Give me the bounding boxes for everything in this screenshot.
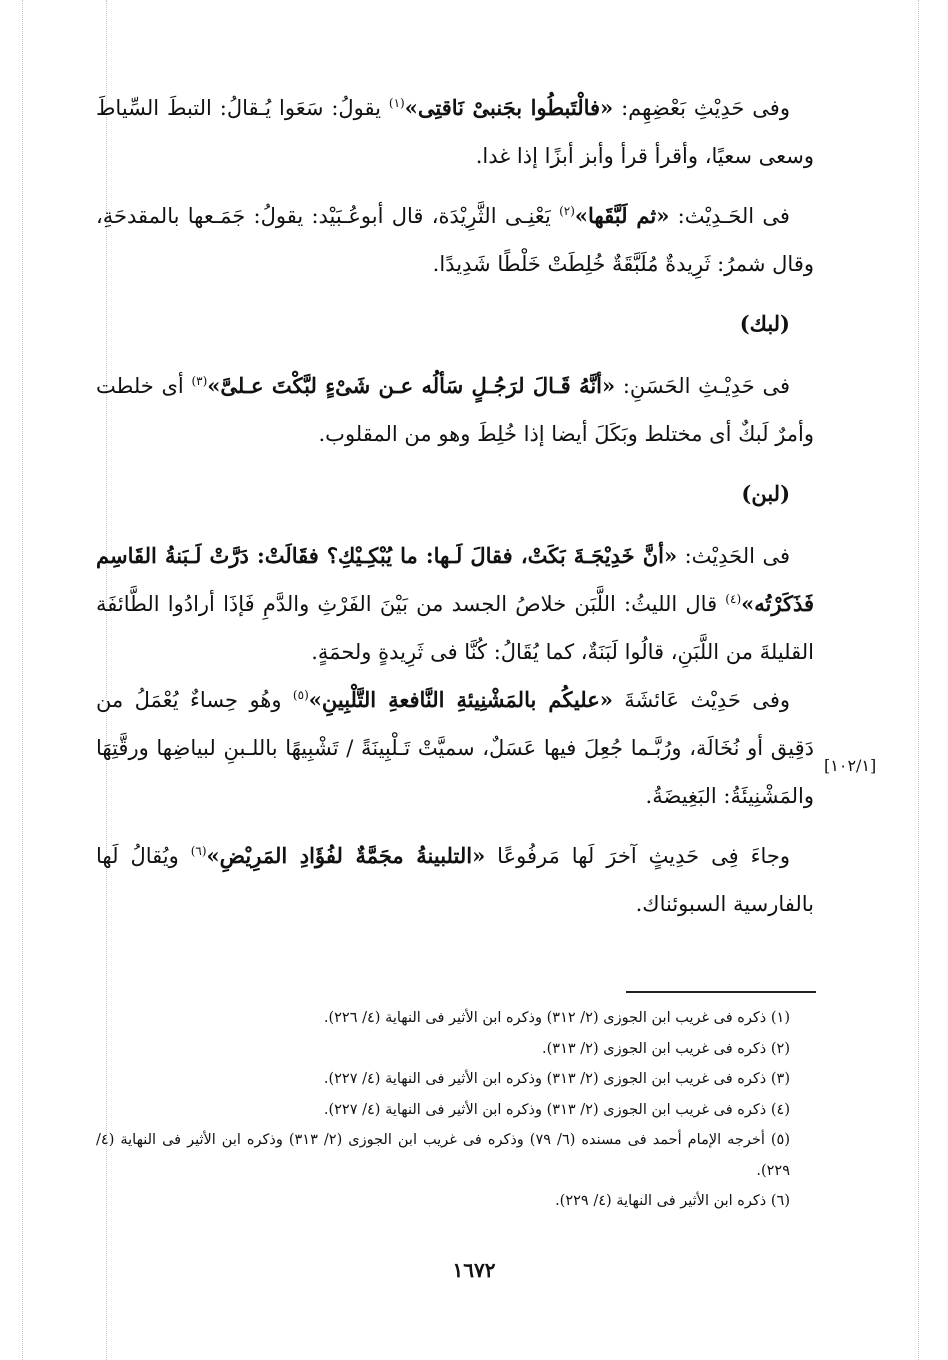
paragraph-text: يقولُ: سَعَوا يُـقالُ: التبطَ السِّياطَ وسعى سعيًا، وأقرأ قرأ وأبز أبزًا إذا غدا. [96,96,814,168]
footnotes [96,1003,814,1217]
paragraph-p2 [96,192,814,288]
footnote-3: (٣) ذكره فى غريب ابن الجوزى (٢/ ٣١٣) وذكره ابن الأثير فى النهاية (٤/ ٢٢٧). [323,1071,790,1087]
paragraph-text: فى الحَدِيْث: [677,544,790,568]
footnote-2: (٢) ذكره فى غريب ابن الجوزى (٢/ ٣١٣). [542,1040,790,1057]
footnote-marker: (٤) [725,592,742,606]
paragraph-text: أى خلطت وأمرٌ لَبكٌ أى مختلط وبَكَلَ أيضا إذا خُلِطَ وهو من المقلوب. [96,374,814,446]
paragraph-p4 [96,532,814,676]
footnote-5: (٥) أخرجه الإمام أحمد فى مسنده (٦/ ٧٩) وذكره فى غريب ابن الجوزى (٢/ ٣١٣) وذكره ابن الأثير فى النهاية (٤/ ٢٢٩). [96,1132,790,1179]
paragraph-p1 [96,84,814,180]
scan-artifact-line [22,0,23,1360]
paragraph-text: ويُقالُ لَها بالفارسية السبوئناك. [96,844,814,916]
paragraph-text: قال الليثُ: اللَّبَن خلاصُ الجسد من بَيْنَ الفَرْثِ والدَّمِ فَإذَا أرادُوا الطَّائفَة القليلةَ من اللَّبَنِ، قالُوا لَبَنَةٌ، كما يُقَالُ: كُنَّا فى ثَرِيدةٍ ولحمَةٍ. [96,592,814,664]
section-heading-lbn: (لبن) [741,481,790,506]
footnote-marker: (١) [388,96,405,110]
hadith-quote: «أنَّهُ قَـالَ لرَجُـلٍ سَألُه عـن شَىْءٍ لبَّكْتَ عـلىَّ» [207,373,616,398]
paragraph-text: وجاءَ فِى حَدِيثٍ آخرَ لَها مَرفُوعًا [485,844,790,868]
scan-artifact-line [918,0,919,1360]
page-number: ١٦٧٢ [452,1258,496,1282]
margin-page-reference: [١٠٢/١] [824,756,877,775]
paragraph-text: وفى حَدِيْث عَائشَةَ [612,688,790,712]
footnote-4: (٤) ذكره فى غريب ابن الجوزى (٢/ ٣١٣) وذكره ابن الأثير فى النهاية (٤/ ٢٢٧). [323,1101,790,1118]
hadith-quote: «التلبينةُ مجَمَّةٌ لفُؤَادِ المَرِيْضِ» [206,843,486,868]
footnote-marker: (٥) [292,688,309,702]
section-heading-lbk: (لبك) [739,311,790,336]
footnote-1: (١) ذكره فى غريب ابن الجوزى (٢/ ٣١٢) وذكره ابن الأثير فى النهاية (٤/ ٢٢٦). [323,1010,790,1026]
footnote-marker: (٣) [191,374,208,388]
paragraph-text: وهُو حِساءٌ يُعْمَلُ من دَقِيق أو نُخَالَة، ورُبَّـما جُعِلَ فيها عَسَلٌ، سميَّتْ تَـلْبِينَةً / تَشْبِيهًا باللـبنِ لبياضِها ورقَّتِهَا والمَشْنِيئَةُ: البَغِيضَةُ. [96,688,814,808]
footnote-divider [626,991,816,993]
footnote-marker: (٢) [559,204,575,218]
main-text [96,84,814,940]
footnote-6: (٦) ذكره ابن الأثير فى النهاية (٤/ ٢٢٩). [555,1193,790,1209]
paragraph-p3 [96,362,814,458]
paragraph-p5 [96,676,814,820]
paragraph-text: فى الحَـدِيْث: [669,204,790,228]
hadith-quote: «ثم لَبَّقَها» [574,203,670,228]
footnote-marker: (٦) [190,844,207,858]
hadith-quote: «فالْتَبطُوا بجَنبىْ نَاقتِى» [404,95,614,120]
hadith-quote: «أنَّ خَدِيْجَـةَ بَكَتْ، فقالَ لَـها: ما يُبْكِـيْكِ؟ فقَالَتْ: دَرَّتْ لَـبَنةُ القَاسِم فَذَكَرْتُه» [96,543,814,616]
paragraph-text: وفى حَدِيْثِ بَعْضِهِم: [613,96,790,120]
paragraph-text: يَعْنِـى الثَّرِيْدَة، قال أبوعُـبَيْد: يقولُ: جَمَـعها بالمقدحَةِ، وقال شمرُ: ثَرِيدةٌ مُلَبَّقَةٌ خُلِطَتْ خَلْطًا شَدِيدًا. [96,204,814,276]
paragraph-p6 [96,832,814,928]
hadith-quote: «عليكُم بالمَشْنِيئةِ النَّافعةِ التَّلْبِينِ» [308,687,613,712]
paragraph-text: فى حَدِيْـثِ الحَسَنِ: [615,374,791,398]
